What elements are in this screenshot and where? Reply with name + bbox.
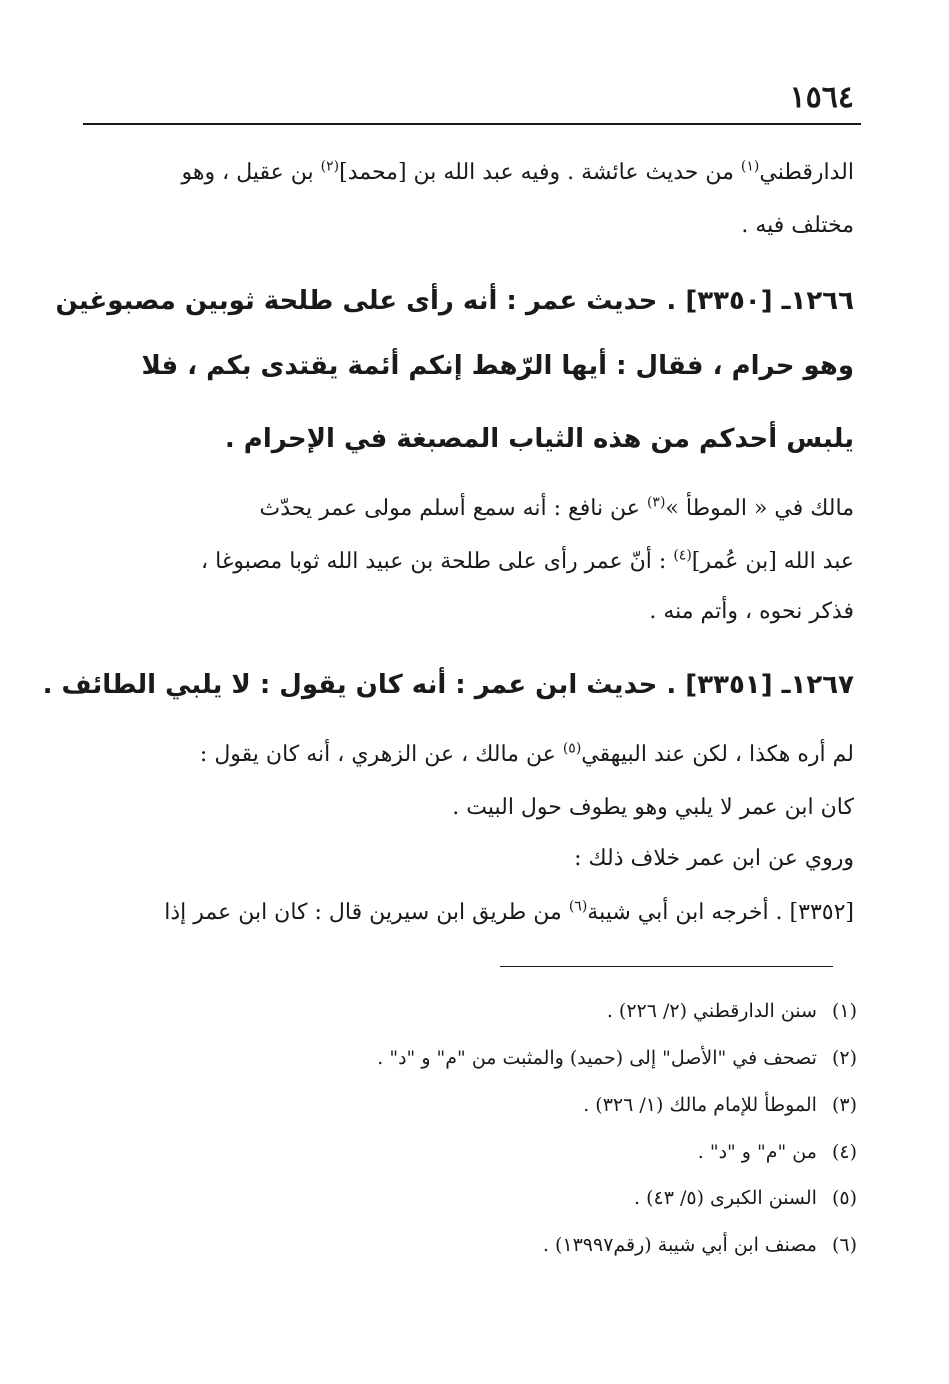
text-run: عن مالك ، عن الزهري ، أنه كان يقول : (199, 742, 563, 767)
text-run: بن عقيل ، وهو (181, 160, 321, 185)
hadith-heading-1266-line-2: وهو حرام ، فقال : أيها الرّهط إنكم أئمة يقتدى بكم ، فلا (141, 351, 854, 381)
body-line-6 (200, 740, 854, 770)
footnote-number: (٤) (831, 1141, 857, 1163)
footnote-text: مصنف ابن أبي شيبة (رقم١٣٩٩٧) . (542, 1234, 817, 1256)
body-line-9 (164, 898, 854, 928)
footnote-1 (607, 998, 857, 1024)
body-line-1 (182, 158, 854, 188)
text-run: عن نافع : أنه سمع أسلم مولى عمر يحدّث (259, 496, 647, 521)
hadith-heading-1266-line-3: يلبس أحدكم من هذه الثياب المصبغة في الإحرام . (224, 424, 854, 454)
text-run: عبد الله [بن عُمر] (691, 549, 854, 574)
footnote-4 (698, 1139, 857, 1165)
body-line-2: مختلف فيه . (741, 213, 854, 238)
text-run: من حديث عائشة . وفيه عبد الله بن [محمد] (339, 160, 741, 185)
footnote-number: (١) (831, 1000, 857, 1022)
text-run: : أنّ عمر رأى على طلحة بن عبيد الله ثوبا مصبوغا ، (201, 549, 674, 574)
body-line-4 (201, 547, 854, 577)
footnote-3 (583, 1092, 857, 1118)
footnote-ref-6: (٦) (568, 898, 588, 915)
text-run: الدارقطني (759, 160, 854, 185)
footnote-6 (543, 1232, 857, 1258)
footnote-text: الموطأ للإمام مالك (١/ ٣٢٦) . (583, 1094, 817, 1116)
page-number: ١٥٦٤ (789, 80, 854, 115)
footnote-ref-4: (٤) (673, 547, 692, 564)
header-rule (83, 123, 861, 125)
footnote-text: من "م" و "د" . (697, 1141, 817, 1163)
footnote-ref-1: (١) (740, 158, 760, 175)
footnote-5 (634, 1185, 857, 1211)
footnote-2 (377, 1045, 857, 1071)
text-run: لم أره هكذا ، لكن عند البيهقي (581, 742, 854, 767)
body-line-8: وروي عن ابن عمر خلاف ذلك : (574, 846, 854, 871)
footnote-text: سنن الدارقطني (٢/ ٢٢٦) . (606, 1000, 817, 1022)
footnote-number: (٥) (831, 1187, 857, 1209)
footnote-ref-5: (٥) (562, 740, 582, 757)
footnote-text: السنن الكبرى (٥/ ٤٣) . (634, 1187, 817, 1209)
body-line-3 (260, 494, 854, 524)
body-line-7: كان ابن عمر لا يلبي وهو يطوف حول البيت . (452, 795, 854, 820)
footnote-separator (500, 966, 833, 967)
footnote-ref-2: (٢) (320, 158, 340, 175)
footnote-ref-3: (٣) (646, 494, 666, 511)
footnote-number: (٦) (831, 1234, 857, 1256)
hadith-heading-1267: ١٢٦٧ـ [٣٣٥١] . حديث ابن عمر : أنه كان يقول : لا يلبي الطائف . (42, 670, 854, 700)
body-line-5: فذكر نحوه ، وأتم منه . (649, 599, 854, 624)
footnote-text: تصحف في "الأصل" إلى (حميد) والمثبت من "م" و "د" . (377, 1047, 817, 1069)
footnote-number: (٣) (831, 1094, 857, 1116)
text-run: مالك في « الموطأ » (665, 496, 854, 521)
text-run: [٣٣٥٢] . أخرجه ابن أبي شيبة (587, 900, 854, 925)
text-run: من طريق ابن سيرين قال : كان ابن عمر إذا (164, 900, 569, 925)
hadith-heading-1266-line-1: ١٢٦٦ـ [٣٣٥٠] . حديث عمر : أنه رأى على طلحة ثوبين مصبوغين (55, 286, 854, 316)
footnote-number: (٢) (831, 1047, 857, 1069)
